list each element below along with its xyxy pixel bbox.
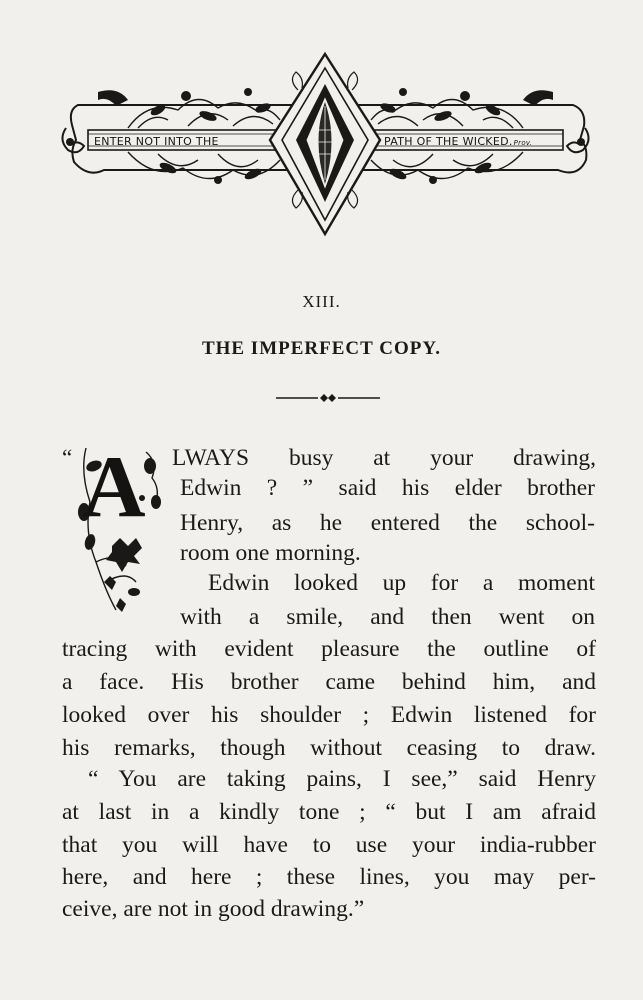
- body-line-10: his remarks, though without ceasing to draw.: [62, 735, 596, 761]
- chapter-title: THE IMPERFECT COPY.: [201, 338, 442, 359]
- body-line-3: Henry, as he entered the school-: [180, 510, 595, 536]
- banner-text-right-main: PATH OF THE WICKED.: [384, 135, 513, 148]
- banner-citation: Prov.: [513, 139, 533, 147]
- decorated-drop-cap: [76, 439, 168, 614]
- body-line-12: at last in a kindly tone ; “ but I am afraid: [62, 799, 596, 825]
- chapter-number: XIII.: [302, 292, 341, 311]
- drop-cap-letter: A: [82, 439, 146, 536]
- body-line-15: ceive, are not in good drawing.”: [62, 896, 365, 922]
- body-line-6: with a smile, and then went on: [180, 604, 595, 630]
- body-line-4: room one morning.: [180, 540, 361, 566]
- ornamental-header-banner: [58, 50, 593, 240]
- body-line-9: looked over his shoulder ; Edwin listened for: [62, 702, 596, 728]
- body-line-7: tracing with evident pleasure the outline of: [62, 636, 596, 662]
- section-divider-ornament: [274, 392, 382, 404]
- body-line-1: LWAYS busy at your drawing,: [172, 445, 596, 471]
- body-line-14: here, and here ; these lines, you may per-: [62, 864, 596, 890]
- body-line-13: that you will have to use your india-rubber: [62, 832, 596, 858]
- body-line-8: a face. His brother came behind him, and: [62, 669, 596, 695]
- opening-quote-mark: “: [62, 445, 73, 470]
- body-line-11: “ You are taking pains, I see,” said Henry: [88, 766, 596, 792]
- banner-text-left: ENTER NOT INTO THE: [94, 135, 219, 148]
- body-line-5: Edwin looked up for a moment: [208, 570, 595, 596]
- banner-text-right: [384, 135, 584, 148]
- body-line-2: Edwin ? ” said his elder brother: [180, 475, 595, 501]
